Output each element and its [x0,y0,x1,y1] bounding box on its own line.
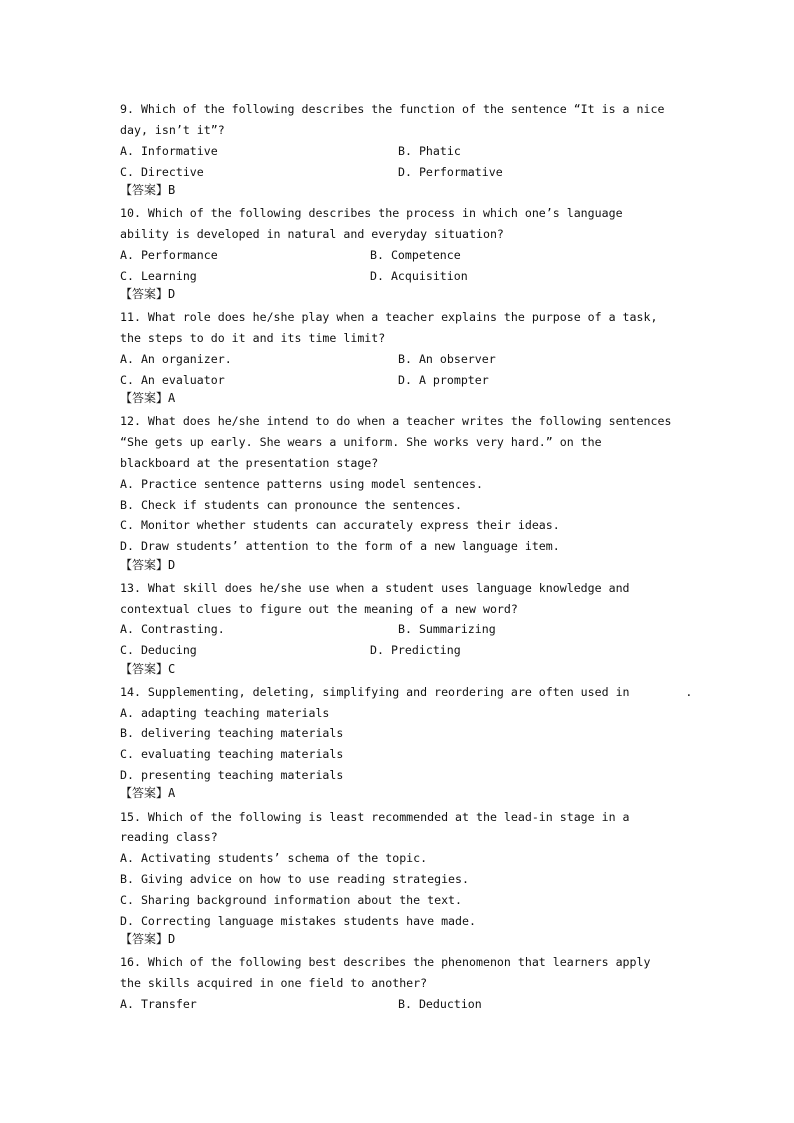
question-11-option-b: B. An observer [398,352,496,366]
question-9-line-2: day, isn’t it”? [120,123,225,137]
question-10-option-a: A. Performance [120,248,218,262]
question-11-option-c: C. An evaluator [120,373,225,387]
question-9-option-d: D. Performative [398,165,503,179]
question-11-line-2: the steps to do it and its time limit? [120,331,386,345]
question-13-option-b: B. Summarizing [398,622,496,636]
question-12-option-d: D. Draw students’ attention to the form of a new language item. [120,539,560,553]
question-11-option-d: D. A prompter [398,373,489,387]
question-12-option-c: C. Monitor whether students can accurately express their ideas. [120,518,560,532]
question-9-option-c: C. Directive [120,165,204,179]
question-15-answer: 【答案】D [120,932,176,946]
question-9-line-1: 9. Which of the following describes the function of the sentence “It is a nice [120,102,665,116]
question-14-answer: 【答案】A [120,786,176,800]
question-13-option-a: A. Contrasting. [120,622,225,636]
question-14-option-c: C. evaluating teaching materials [120,747,344,761]
question-12-line-3: blackboard at the presentation stage? [120,456,379,470]
question-14-option-d: D. presenting teaching materials [120,768,344,782]
question-15-line-2: reading class? [120,830,218,844]
question-13-option-d: D. Predicting [370,643,461,657]
question-14-option-a: A. adapting teaching materials [120,706,330,720]
question-12-line-1: 12. What does he/she intend to do when a teacher writes the following sentences [120,414,672,428]
question-16-option-a: A. Transfer [120,997,197,1011]
question-9-option-b: B. Phatic [398,144,461,158]
question-11-line-1: 11. What role does he/she play when a teacher explains the purpose of a task, [120,310,658,324]
question-13-answer: 【答案】C [120,662,176,676]
question-11-answer: 【答案】A [120,391,176,405]
question-10-option-b: B. Competence [370,248,461,262]
question-13-line-2: contextual clues to figure out the meaning of a new word? [120,602,518,616]
question-14-option-b: B. delivering teaching materials [120,726,344,740]
question-12-option-a: A. Practice sentence patterns using model sentences. [120,477,483,491]
question-15-option-c: C. Sharing background information about the text. [120,893,463,907]
question-15-line-1: 15. Which of the following is least recommended at the lead-in stage in a [120,810,630,824]
question-10-option-c: C. Learning [120,269,197,283]
question-12-answer: 【答案】D [120,558,176,572]
question-9-answer: 【答案】B [120,183,176,197]
question-10-line-2: ability is developed in natural and everyday situation? [120,227,504,241]
question-14-line-1: 14. Supplementing, deleting, simplifying and reordering are often used in . [120,685,693,699]
question-15-option-d: D. Correcting language mistakes students have made. [120,914,476,928]
question-16-line-1: 16. Which of the following best describes the phenomenon that learners apply [120,955,651,969]
question-12-line-2: “She gets up early. She wears a uniform. She works very hard.” on the [120,435,602,449]
question-16-line-2: the skills acquired in one field to another? [120,976,428,990]
question-15-option-b: B. Giving advice on how to use reading strategies. [120,872,470,886]
question-12-option-b: B. Check if students can pronounce the sentences. [120,498,463,512]
question-11-option-a: A. An organizer. [120,352,232,366]
question-15-option-a: A. Activating students’ schema of the topic. [120,851,428,865]
question-10-option-d: D. Acquisition [370,269,468,283]
question-9-option-a: A. Informative [120,144,218,158]
question-10-answer: 【答案】D [120,287,176,301]
question-13-option-c: C. Deducing [120,643,197,657]
question-16-option-b: B. Deduction [398,997,482,1011]
question-10-line-1: 10. Which of the following describes the process in which one’s language [120,206,623,220]
question-13-line-1: 13. What skill does he/she use when a student uses language knowledge and [120,581,630,595]
